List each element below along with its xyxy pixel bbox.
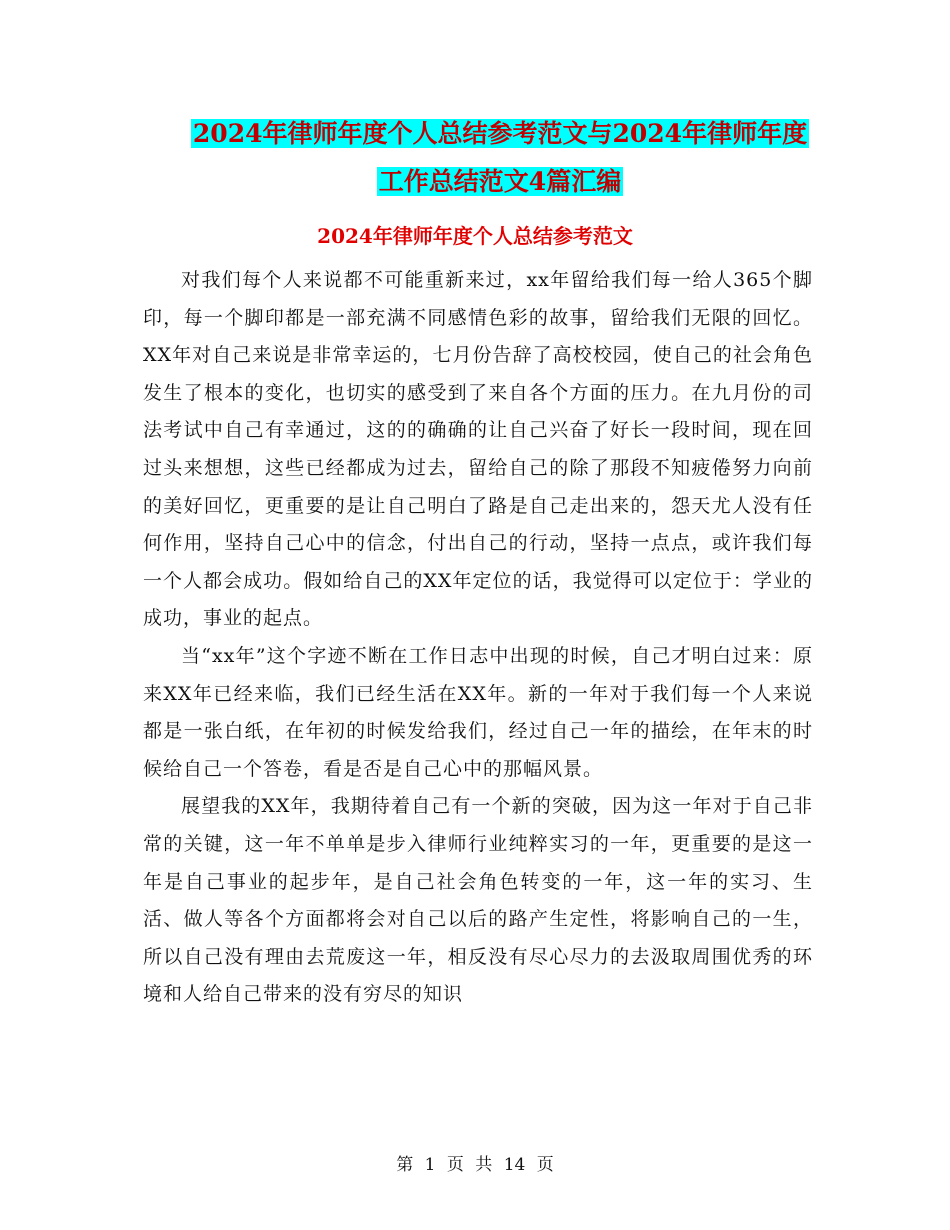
document-body xyxy=(143,262,813,1014)
page-footer: 第 1 页 共 14 页 xyxy=(396,1155,554,1175)
section-title: 2024年律师年度个人总结参考范文 xyxy=(317,224,633,248)
document-title xyxy=(140,110,860,206)
paragraph-3: 展望我的XX年，我期待着自己有一个新的突破，因为这一年对于自己非常的关键，这一年不单单是步入律师行业纯粹实习的一年，更重要的是这一年是自己事业的起步年，是自己社会角色转变的一年，这一年的实习、生活、做人等各个方面都将会对自己以后的路产生定性，将影响自己的一生，所以自己没有理由去荒废这一年，相反没有尽心尽力的去汲取周围优秀的环境和人给自己带来的没有穷尽的知识 xyxy=(143,795,813,1006)
paragraph-1: 对我们每个人来说都不可能重新来过，xx年留给我们每一给人365个脚印，每一个脚印都是一部充满不同感情色彩的故事，留给我们无限的回忆。XX年对自己来说是非常幸运的，七月份告辞了高校校园，使自己的社会角色发生了根本的变化，也切实的感受到了来自各个方面的压力。在九月份的司法考试中自己有幸通过，这的的确确的让自己兴奋了好长一段时间，现在回过头来想想，这些已经都成为过去，留给自己的除了那段不知疲倦努力向前的美好回忆，更重要的是让自己明白了路是自己走出来的，怨天尤人没有任何作用，坚持自己心中的信念，付出自己的行动，坚持一点点，或许我们每一个人都会成功。假如给自己的XX年定位的话，我觉得可以定位于：学业的成功，事业的起点。 xyxy=(143,269,813,630)
document-title-line-1: 2024年律师年度个人总结参考范文与2024年律师年度 xyxy=(192,119,808,148)
paragraph-2: 当“xx年”这个字迹不断在工作日志中出现的时候，自己才明白过来：原来XX年已经来临，我们已经生活在XX年。新的一年对于我们每一个人来说都是一张白纸，在年初的时候发给我们，经过自己一年的描绘，在年末的时候给自己一个答卷，看是否是自己心中的那幅风景。 xyxy=(143,644,813,780)
document-title-line-2: 工作总结范文4篇汇编 xyxy=(378,167,622,196)
